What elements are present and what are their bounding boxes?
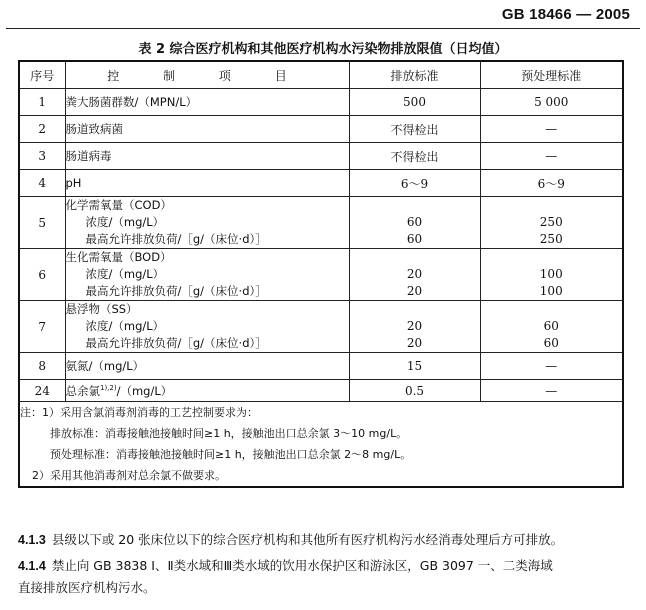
row-item (65, 380, 349, 402)
row-subitem-load: 最高允许排放负荷/［g/（床位·d）］ (85, 336, 267, 350)
table-row (19, 301, 623, 353)
row-pretreatment: 60 (543, 319, 559, 333)
table-row (19, 249, 623, 301)
clause-text: 直接排放医疗机构污水。 (18, 580, 156, 595)
row-standard: 15 (349, 353, 480, 380)
row-pretreatment: — (480, 116, 623, 143)
clause-text: 禁止向 GB 3838 Ⅰ、Ⅱ类水域和Ⅲ类水域的饮用水保护区和游泳区，GB 3097 一、二类海域 (51, 558, 553, 573)
row-standard: 20 (406, 267, 423, 281)
row-subitem-concentration: 浓度/（mg/L） (85, 215, 165, 229)
table-row (19, 170, 623, 197)
table-row (19, 353, 623, 380)
row-item-footnote-ref: 1),2) (100, 383, 117, 392)
table-header-row (19, 61, 623, 89)
row-pretreatment: — (480, 380, 623, 402)
row-item-group (65, 249, 349, 301)
row-pretreatment: 250 (539, 215, 563, 229)
row-standard: 不得检出 (349, 116, 480, 143)
row-item: 化学需氧量（COD） (65, 198, 172, 212)
standard-code: GB 18466 — 2005 (501, 6, 630, 23)
row-standard: 20 (406, 319, 423, 333)
row-item-main: 总余氯 (65, 383, 100, 398)
row-no: 24 (19, 380, 65, 402)
row-pretreatment-group (480, 301, 623, 353)
row-no: 5 (19, 197, 65, 249)
row-pretreatment: 250 (539, 232, 563, 246)
table-row (19, 116, 623, 143)
clause-number: 4.1.3 (18, 533, 46, 547)
row-pretreatment-group (480, 249, 623, 301)
row-no: 2 (19, 116, 65, 143)
row-standard-group (349, 249, 480, 301)
row-standard-group (349, 301, 480, 353)
clause-4-1-3 (18, 530, 563, 548)
header-rule (6, 28, 640, 29)
note-1b: 预处理标准：消毒接触池接触时间≥1 h，接触池出口总余氯 2～8 mg/L。 (50, 448, 412, 461)
emission-limits-table (18, 60, 624, 488)
row-pretreatment: — (480, 143, 623, 170)
row-item: 氨氮/（mg/L） (65, 353, 349, 380)
row-standard: 500 (349, 89, 480, 116)
table-row (19, 380, 623, 402)
clause-4-1-4 (18, 556, 553, 574)
table-row (19, 89, 623, 116)
clause-number: 4.1.4 (18, 559, 46, 573)
row-item: 肠道病毒 (65, 143, 349, 170)
table-notes (19, 402, 623, 488)
table-notes-row (19, 402, 623, 488)
row-subitem-concentration: 浓度/（mg/L） (85, 267, 165, 281)
row-standard: 60 (406, 232, 423, 246)
row-item: 生化需氧量（BOD） (65, 250, 172, 264)
row-item-unit: /（mg/L） (116, 383, 173, 398)
row-pretreatment: 100 (539, 284, 563, 298)
note-1a: 排放标准：消毒接触池接触时间≥1 h，接触池出口总余氯 3～10 mg/L。 (50, 427, 408, 440)
col-header-standard: 排放标准 (349, 61, 480, 89)
row-pretreatment-group (480, 197, 623, 249)
row-standard: 6～9 (349, 170, 480, 197)
row-no: 8 (19, 353, 65, 380)
row-subitem-load: 最高允许排放负荷/［g/（床位·d）］ (85, 232, 267, 246)
table-caption: 表 2 综合医疗机构和其他医疗机构水污染物排放限值（日均值） (138, 42, 508, 57)
row-pretreatment: 100 (539, 267, 563, 281)
row-item-group (65, 301, 349, 353)
row-subitem-load: 最高允许排放负荷/［g/（床位·d）］ (85, 284, 267, 298)
col-header-no: 序号 (19, 61, 65, 89)
col-header-item: 控 制 项 目 (65, 61, 349, 89)
clause-4-1-4-cont (18, 578, 156, 596)
row-standard: 0.5 (349, 380, 480, 402)
table-row (19, 197, 623, 249)
row-pretreatment: — (480, 353, 623, 380)
note-2: 2）采用其他消毒剂对总余氯不做要求。 (32, 469, 226, 482)
clause-text: 县级以下或 20 张床位以下的综合医疗机构和其他所有医疗机构污水经消毒处理后方可排放。 (51, 532, 564, 547)
row-subitem-concentration: 浓度/（mg/L） (85, 319, 165, 333)
row-item: 悬浮物（SS） (65, 302, 138, 316)
row-no: 4 (19, 170, 65, 197)
table-row (19, 143, 623, 170)
row-item-group (65, 197, 349, 249)
row-standard: 20 (406, 284, 423, 298)
row-standard: 20 (406, 336, 423, 350)
row-no: 1 (19, 89, 65, 116)
row-pretreatment: 6～9 (480, 170, 623, 197)
row-item: 肠道致病菌 (65, 116, 349, 143)
row-pretreatment: 60 (543, 336, 559, 350)
row-no: 7 (19, 301, 65, 353)
row-no: 3 (19, 143, 65, 170)
row-item: pH (65, 170, 349, 197)
row-no: 6 (19, 249, 65, 301)
row-item: 粪大肠菌群数/（MPN/L） (65, 89, 349, 116)
row-standard-group (349, 197, 480, 249)
row-standard: 60 (406, 215, 423, 229)
row-standard: 不得检出 (349, 143, 480, 170)
note-1: 注：1）采用含氯消毒剂消毒的工艺控制要求为： (20, 406, 258, 419)
row-pretreatment: 5 000 (480, 89, 623, 116)
col-header-pretreatment: 预处理标准 (480, 61, 623, 89)
